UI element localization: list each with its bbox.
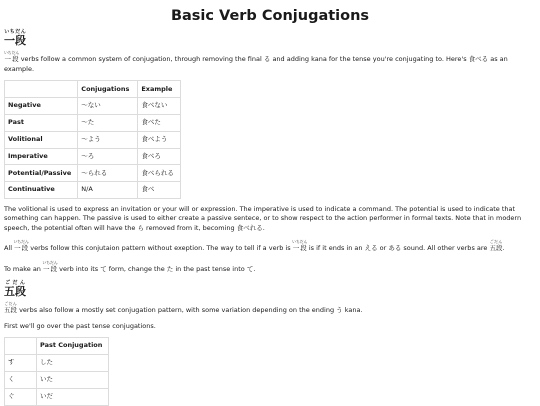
- table-row: [5, 354, 109, 371]
- table-header-cell: [5, 81, 78, 98]
- ichidan-te-form-paragraph: To make an 一段いちだん verb into its て form, change the た in the past tense into て.: [4, 259, 256, 273]
- table-row: [5, 165, 181, 182]
- ending-cell: ぐ: [5, 388, 37, 405]
- table-header-cell: Past Conjugation: [37, 337, 109, 354]
- table-header-row: [5, 81, 181, 98]
- example-cell: 食べない: [138, 98, 181, 115]
- table-header-cell: Conjugations: [78, 81, 138, 98]
- table-row: [5, 182, 181, 199]
- ichidan-conjugation-table: [4, 80, 181, 199]
- example-cell: 食べ: [138, 182, 181, 199]
- table-row: [5, 131, 181, 148]
- conjugation-cell: 〜ない: [78, 98, 138, 115]
- conjugation-cell: 〜られる: [78, 165, 138, 182]
- table-header-cell: Example: [138, 81, 181, 98]
- past-cell: いだ: [37, 388, 109, 405]
- godan-lead-paragraph: First we'll go over the past tense conjugations.: [4, 321, 156, 330]
- section-heading-godan: 五段ごだん: [4, 280, 26, 299]
- table-row: [5, 148, 181, 165]
- conjugation-cell: 〜よう: [78, 131, 138, 148]
- row-label: Potential/Passive: [5, 165, 78, 182]
- table-row: [5, 98, 181, 115]
- past-cell: いた: [37, 371, 109, 388]
- conjugation-cell: 〜た: [78, 114, 138, 131]
- example-cell: 食べろ: [138, 148, 181, 165]
- row-label: Continuative: [5, 182, 78, 199]
- ichidan-explanation-paragraph: The volitional is used to express an invitation or your will or expression. The imperative is used to indicate a command. The potential is used to indicate that something can happen. The passive is used to either create a passive sentece, or to show respect to the action performer in formal texts. Note that in modern speech, the potential often will have the ら removed from it, becoming 食べれる.: [4, 204, 522, 232]
- row-label: Past: [5, 114, 78, 131]
- section-heading-ichidan: 一段いちだん: [4, 29, 26, 48]
- table-row: [5, 371, 109, 388]
- page-title: Basic Verb Conjugations: [170, 8, 370, 24]
- example-cell: 食べた: [138, 114, 181, 131]
- row-label: Volitional: [5, 131, 78, 148]
- table-row: [5, 114, 181, 131]
- ichidan-pattern-paragraph: All 一段いちだん verbs follow this conjutaion pattern without exeption. The way to tell if a verb is 一段いちだん is if it ends in an える or ある sound. All other verbs are 五段ごだん.: [4, 239, 505, 253]
- ending-cell: す: [5, 354, 37, 371]
- example-cell: 食べられる: [138, 165, 181, 182]
- row-label: Imperative: [5, 148, 78, 165]
- godan-intro-paragraph: 五段ごだん verbs also follow a mostly set conjugation pattern, with some variation depending on the ending う kana.: [4, 301, 363, 315]
- conjugation-cell: N/A: [78, 182, 138, 199]
- ending-cell: く: [5, 371, 37, 388]
- table-row: [5, 388, 109, 405]
- table-header-row: [5, 337, 109, 354]
- row-label: Negative: [5, 98, 78, 115]
- example-cell: 食べよう: [138, 131, 181, 148]
- ichidan-intro-paragraph: 一段いちだん verbs follow a common system of conjugation, through removing the final る and adding kana for the tense you're conjugating to. Here's 食べる as an example.: [4, 50, 508, 73]
- conjugation-cell: 〜ろ: [78, 148, 138, 165]
- table-header-cell: [5, 337, 37, 354]
- godan-past-table: [4, 337, 109, 406]
- past-cell: した: [37, 354, 109, 371]
